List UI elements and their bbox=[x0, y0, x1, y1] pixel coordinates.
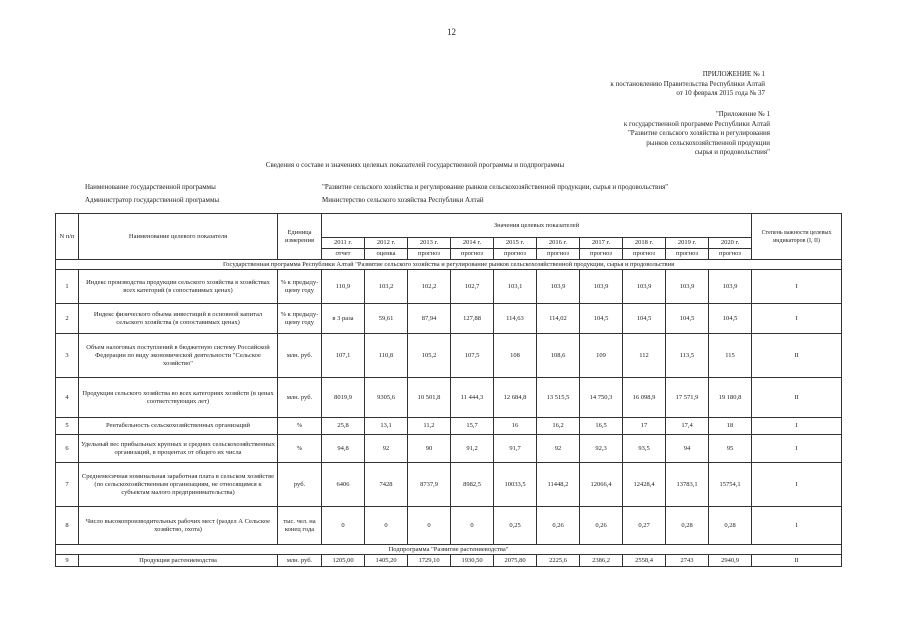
row-value: 103,9 bbox=[623, 270, 666, 304]
row-value: 10033,5 bbox=[494, 463, 537, 507]
row-value: 114,02 bbox=[537, 304, 580, 334]
row-unit: руб. bbox=[278, 463, 322, 507]
row-unit: млн. руб. bbox=[278, 334, 322, 378]
row-value: 0 bbox=[408, 507, 451, 545]
row-value: 112 bbox=[623, 334, 666, 378]
row-value: 2386,2 bbox=[580, 555, 623, 567]
row-degree: I bbox=[752, 463, 842, 507]
row-num: 5 bbox=[56, 418, 79, 435]
row-value: 8019,9 bbox=[322, 378, 365, 418]
row-value: 11,2 bbox=[408, 418, 451, 435]
row-value: 14 750,3 bbox=[580, 378, 623, 418]
row-value: 25,8 bbox=[322, 418, 365, 435]
row-unit: млн. руб. bbox=[278, 378, 322, 418]
table-row bbox=[56, 418, 842, 435]
row-value: 107,1 bbox=[322, 334, 365, 378]
row-indicator-name: Индекс физического объема инвестиций в основной капитал сельского хозяйства (в сопоставимых ценах) bbox=[79, 304, 278, 334]
row-value: 17 571,9 bbox=[666, 378, 709, 418]
table-row bbox=[56, 378, 842, 418]
row-value: 103,9 bbox=[537, 270, 580, 304]
year-header: 2019 г. bbox=[666, 238, 709, 249]
status-header: прогноз bbox=[623, 249, 666, 260]
row-value: 102,2 bbox=[408, 270, 451, 304]
table-row bbox=[56, 304, 842, 334]
row-value: 110,8 bbox=[365, 334, 408, 378]
row-value: 15,7 bbox=[451, 418, 494, 435]
status-header: прогноз bbox=[537, 249, 580, 260]
row-value: 104,5 bbox=[623, 304, 666, 334]
row-value: 0,26 bbox=[580, 507, 623, 545]
section-row-program: Государственная программа Республики Алтай "Развитие сельского хозяйства и регулирование рынков сельскохозяйственной продукции, сырья и продовольствия bbox=[56, 260, 842, 270]
program-name-value: "Развитие сельского хозяйства и регулирование рынков сельскохозяйственной продукции, сырья и продовольствия" bbox=[322, 183, 669, 191]
row-value: 102,7 bbox=[451, 270, 494, 304]
program-admin-value: Министерство сельского хозяйства Республики Алтай bbox=[322, 196, 484, 204]
year-header: 2013 г. bbox=[408, 238, 451, 249]
year-header: 2012 г. bbox=[365, 238, 408, 249]
row-indicator-name: Продукция растениеводства bbox=[79, 555, 278, 567]
row-value: 2558,4 bbox=[623, 555, 666, 567]
row-value: 108 bbox=[494, 334, 537, 378]
row-value: 2075,80 bbox=[494, 555, 537, 567]
row-value: 90 bbox=[408, 435, 451, 463]
row-value: 114,63 bbox=[494, 304, 537, 334]
appendix-quote-line: "Развитие сельского хозяйства и регулирования bbox=[627, 129, 770, 137]
row-value: 95 bbox=[709, 435, 752, 463]
row-value: 0 bbox=[365, 507, 408, 545]
row-value: 9305,6 bbox=[365, 378, 408, 418]
year-header: 2017 г. bbox=[580, 238, 623, 249]
appendix-quote-line: "Приложение № 1 bbox=[715, 110, 770, 118]
row-value: 15754,1 bbox=[709, 463, 752, 507]
header-num: N п/п bbox=[56, 214, 79, 260]
header-unit: Единица измерения bbox=[278, 214, 322, 260]
year-header: 2015 г. bbox=[494, 238, 537, 249]
table-row bbox=[56, 435, 842, 463]
row-value: 103,2 bbox=[365, 270, 408, 304]
table-row bbox=[56, 555, 842, 567]
year-header: 2018 г. bbox=[623, 238, 666, 249]
row-value: в 3 раза bbox=[322, 304, 365, 334]
status-header: прогноз bbox=[451, 249, 494, 260]
row-value: 0 bbox=[322, 507, 365, 545]
row-value: 92 bbox=[537, 435, 580, 463]
indicators-table bbox=[55, 213, 842, 567]
row-num: 2 bbox=[56, 304, 79, 334]
appendix-quote-block bbox=[624, 110, 770, 158]
row-value: 8982,5 bbox=[451, 463, 494, 507]
row-value: 108,6 bbox=[537, 334, 580, 378]
row-value: 92,3 bbox=[580, 435, 623, 463]
year-header: 2011 г. bbox=[322, 238, 365, 249]
header-values: Значения целевых показателей bbox=[322, 214, 752, 238]
row-degree: I bbox=[752, 507, 842, 545]
row-num: 8 bbox=[56, 507, 79, 545]
row-indicator-name: Среднемесячная номинальная заработная плата в сельском хозяйстве (по сельскохозяйственным организациям, не относящимся к субъектам малого предпринимательства) bbox=[79, 463, 278, 507]
row-value: 1205,00 bbox=[322, 555, 365, 567]
row-value: 0,25 bbox=[494, 507, 537, 545]
row-value: 107,5 bbox=[451, 334, 494, 378]
row-value: 87,94 bbox=[408, 304, 451, 334]
row-value: 1930,50 bbox=[451, 555, 494, 567]
row-value: 16,5 bbox=[580, 418, 623, 435]
row-indicator-name: Удельный вес прибыльных крупных и средних сельскохозяйственных организаций, в процентах от общего их числа bbox=[79, 435, 278, 463]
header-degree: Степень важности целевых индикаторов (I, II) bbox=[752, 214, 842, 260]
status-header: прогноз bbox=[494, 249, 537, 260]
appendix-quote-line: к государственной программе Республики Алтай bbox=[623, 119, 770, 128]
row-degree: II bbox=[752, 378, 842, 418]
row-degree: I bbox=[752, 418, 842, 435]
row-value: 110,9 bbox=[322, 270, 365, 304]
row-value: 0,28 bbox=[666, 507, 709, 545]
row-value: 13 515,5 bbox=[537, 378, 580, 418]
row-value: 104,5 bbox=[709, 304, 752, 334]
row-value: 59,61 bbox=[365, 304, 408, 334]
row-value: 92 bbox=[365, 435, 408, 463]
row-value: 10 501,8 bbox=[408, 378, 451, 418]
row-value: 93,5 bbox=[623, 435, 666, 463]
row-value: 11 444,3 bbox=[451, 378, 494, 418]
table-row bbox=[56, 507, 842, 545]
row-value: 94,8 bbox=[322, 435, 365, 463]
program-admin-label: Администратор государственной программы bbox=[85, 196, 220, 204]
table-row bbox=[56, 463, 842, 507]
row-value: 11448,2 bbox=[537, 463, 580, 507]
row-value: 91,2 bbox=[451, 435, 494, 463]
row-unit: млн. руб. bbox=[278, 555, 322, 567]
appendix-line: от 10 февраля 2015 года № 37 bbox=[676, 89, 765, 97]
row-value: 8737,9 bbox=[408, 463, 451, 507]
status-header: прогноз bbox=[580, 249, 623, 260]
status-header: прогноз bbox=[666, 249, 709, 260]
document-caption: Сведения о составе и значениях целевых показателей государственной программы и подпрограммы bbox=[265, 161, 565, 169]
row-value: 127,88 bbox=[451, 304, 494, 334]
row-unit: тыс. чел. на конец года bbox=[278, 507, 322, 545]
appendix-quote-line: сырья и продовольствия" bbox=[694, 148, 770, 156]
row-indicator-name: Продукция сельского хозяйства во всех категориях хозяйств (в ценах соответствующих лет) bbox=[79, 378, 278, 418]
year-header: 2020 г. bbox=[709, 238, 752, 249]
row-degree: I bbox=[752, 304, 842, 334]
row-indicator-name: Объем налоговых поступлений в бюджетную систему Российской Федерации по виду экономической деятельности "Сельское хозяйство" bbox=[79, 334, 278, 378]
row-value: 1729,10 bbox=[408, 555, 451, 567]
row-value: 91,7 bbox=[494, 435, 537, 463]
row-value: 0,27 bbox=[623, 507, 666, 545]
row-value: 2743 bbox=[666, 555, 709, 567]
row-value: 104,5 bbox=[666, 304, 709, 334]
row-unit: % к предыду-щему году bbox=[278, 270, 322, 304]
row-indicator-name: Индекс производства продукции сельского хозяйства в хозяйствах всех категорий (в сопоставимых ценах) bbox=[79, 270, 278, 304]
row-value: 94 bbox=[666, 435, 709, 463]
row-value: 2940,9 bbox=[709, 555, 752, 567]
appendix-quote-line: рынков сельскохозяйственной продукции bbox=[646, 138, 770, 147]
data-rows bbox=[56, 270, 842, 545]
row-num: 6 bbox=[56, 435, 79, 463]
year-header: 2014 г. bbox=[451, 238, 494, 249]
row-value: 17,4 bbox=[666, 418, 709, 435]
row-value: 7428 bbox=[365, 463, 408, 507]
row-degree: II bbox=[752, 334, 842, 378]
row-num: 9 bbox=[56, 555, 79, 567]
row-num: 7 bbox=[56, 463, 79, 507]
status-header: прогноз bbox=[709, 249, 752, 260]
row-degree: I bbox=[752, 435, 842, 463]
row-value: 103,1 bbox=[494, 270, 537, 304]
appendix-title: ПРИЛОЖЕНИЕ № 1 bbox=[702, 70, 765, 78]
table-row bbox=[56, 334, 842, 378]
row-value: 16,2 bbox=[537, 418, 580, 435]
row-unit: % bbox=[278, 435, 322, 463]
row-degree: I bbox=[752, 270, 842, 304]
row-value: 113,5 bbox=[666, 334, 709, 378]
row-value: 16 bbox=[494, 418, 537, 435]
row-value: 0 bbox=[451, 507, 494, 545]
row-value: 17 bbox=[623, 418, 666, 435]
row-value: 18 bbox=[709, 418, 752, 435]
row-num: 4 bbox=[56, 378, 79, 418]
row-value: 109 bbox=[580, 334, 623, 378]
row-value: 0,26 bbox=[537, 507, 580, 545]
row-value: 16 098,9 bbox=[623, 378, 666, 418]
status-header: отчет bbox=[322, 249, 365, 260]
row-unit: % к предыду-щему году bbox=[278, 304, 322, 334]
program-name-label: Наименование государственной программы bbox=[85, 183, 216, 191]
row-value: 2225,6 bbox=[537, 555, 580, 567]
row-value: 104,5 bbox=[580, 304, 623, 334]
row-indicator-name: Число высокопроизводительных рабочих мест (раздел А Сельское хозяйство, охота) bbox=[79, 507, 278, 545]
status-header: оценка bbox=[365, 249, 408, 260]
row-degree: II bbox=[752, 555, 842, 567]
row-value: 103,9 bbox=[709, 270, 752, 304]
row-value: 103,9 bbox=[666, 270, 709, 304]
row-value: 0,28 bbox=[709, 507, 752, 545]
year-header: 2016 г. bbox=[537, 238, 580, 249]
row-value: 19 180,8 bbox=[709, 378, 752, 418]
row-value: 115 bbox=[709, 334, 752, 378]
row-value: 13783,1 bbox=[666, 463, 709, 507]
row-value: 105,2 bbox=[408, 334, 451, 378]
row-value: 12428,4 bbox=[623, 463, 666, 507]
row-num: 3 bbox=[56, 334, 79, 378]
row-indicator-name: Рентабельность сельскохозяйственных организаций bbox=[79, 418, 278, 435]
table-row bbox=[56, 270, 842, 304]
row-value: 12 684,8 bbox=[494, 378, 537, 418]
row-value: 13,1 bbox=[365, 418, 408, 435]
header-name: Наименование целевого показателя bbox=[79, 214, 278, 260]
status-header: прогноз bbox=[408, 249, 451, 260]
row-value: 103,9 bbox=[580, 270, 623, 304]
row-value: 12066,4 bbox=[580, 463, 623, 507]
section-row-subprogram: Подпрограмма "Развитие растениеводства" bbox=[56, 545, 842, 555]
row-num: 1 bbox=[56, 270, 79, 304]
page-number: 12 bbox=[447, 27, 456, 37]
row-value: 6406 bbox=[322, 463, 365, 507]
row-unit: % bbox=[278, 418, 322, 435]
row-value: 1405,20 bbox=[365, 555, 408, 567]
appendix-line: к постановлению Правительства Республики Алтай bbox=[610, 79, 765, 88]
appendix-block bbox=[610, 70, 765, 99]
